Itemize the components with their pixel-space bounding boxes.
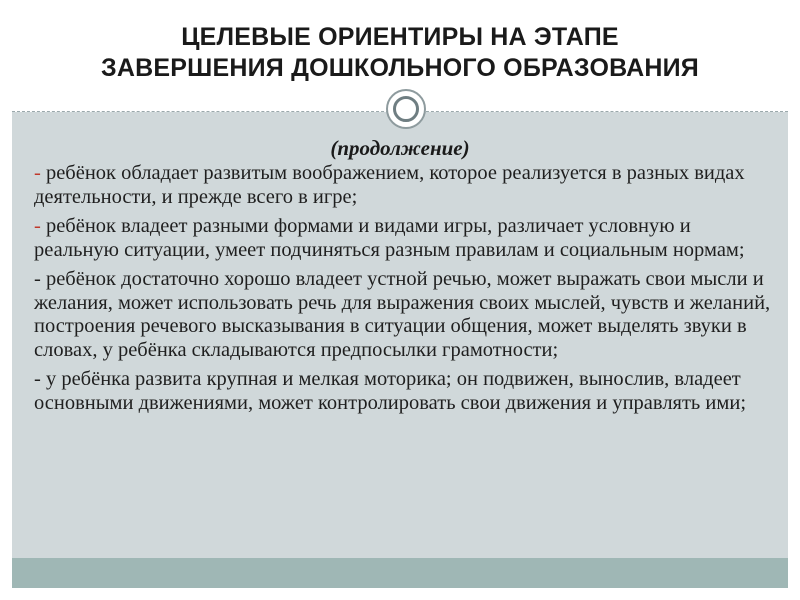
bullet-list xyxy=(34,162,774,421)
bullet-dash: - xyxy=(34,215,46,237)
slide-title-line-1: ЦЕЛЕВЫЕ ОРИЕНТИРЫ НА ЭТАПЕ xyxy=(181,23,619,51)
slide xyxy=(12,0,788,588)
list-item-text: - ребёнок достаточно хорошо владеет устной речью, может выражать свои мысли и желания, может использовать речь для выражения своих мыслей, чувств и желаний, построения речевого высказывания в ситуации общения, может выделять звуки в словах, у ребёнка складываются предпосылки грамотности; xyxy=(34,268,771,361)
slide-title xyxy=(12,22,788,84)
list-item-text: ребёнок обладает развитым воображением, которое реализуется в разных видах деятельности, и прежде всего в игре; xyxy=(34,162,745,208)
slide-subtitle: (продолжение) xyxy=(330,136,470,160)
list-item xyxy=(34,268,774,362)
list-item-text: - у ребёнка развита крупная и мелкая моторика; он подвижен, вынослив, владеет основными движениями, может контролировать свои движения и управлять ими; xyxy=(34,368,747,414)
list-item xyxy=(34,215,774,262)
bullet-dash: - xyxy=(34,162,46,184)
list-item xyxy=(34,162,774,209)
list-item xyxy=(34,368,774,415)
circle-ornament-icon xyxy=(386,89,426,129)
slide-title-line-2: ЗАВЕРШЕНИЯ ДОШКОЛЬНОГО ОБРАЗОВАНИЯ xyxy=(101,54,699,82)
list-item-text: ребёнок владеет разными формами и видами игры, различает условную и реальную ситуации, умеет подчиняться разным правилам и социальным нормам; xyxy=(34,215,745,261)
slide-footer-band xyxy=(12,558,788,588)
